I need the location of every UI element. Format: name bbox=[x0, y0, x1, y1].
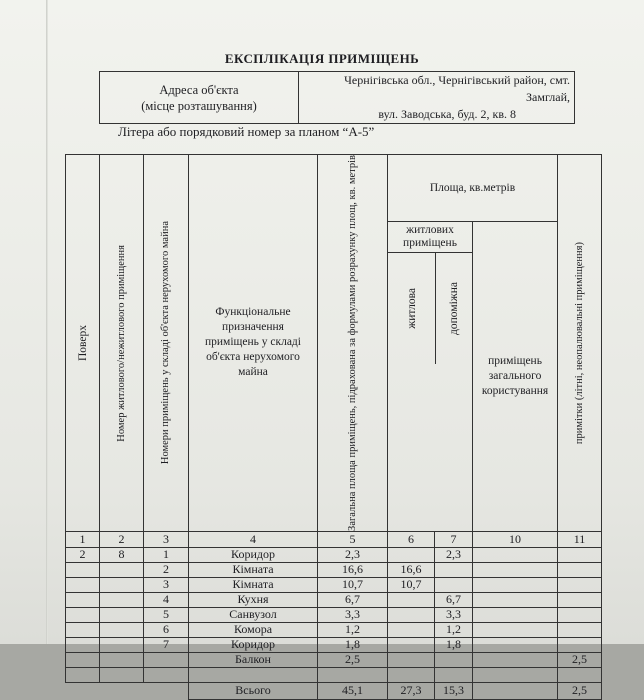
column-number: 1 bbox=[66, 531, 100, 547]
cell-unit bbox=[100, 637, 144, 652]
cell-notes bbox=[558, 577, 602, 592]
cell-room: 2 bbox=[144, 562, 189, 577]
address-label bbox=[100, 72, 299, 124]
cell-function: Кімната bbox=[189, 562, 318, 577]
header-total-area bbox=[318, 155, 388, 532]
header-residential-group: житлових приміщень bbox=[388, 222, 472, 253]
address-value bbox=[299, 72, 575, 124]
cell-room: 5 bbox=[144, 607, 189, 622]
address-label-line2: (місце розташування) bbox=[141, 98, 257, 113]
table-row bbox=[66, 547, 602, 562]
cell-common bbox=[473, 577, 558, 592]
total-common bbox=[473, 682, 558, 699]
header-room-numbers-text: Номери приміщень у складі об'єкта нерухомого майна bbox=[160, 221, 172, 465]
column-number: 6 bbox=[388, 531, 435, 547]
header-residential-cell bbox=[388, 222, 473, 532]
cell-notes bbox=[558, 622, 602, 637]
column-number: 4 bbox=[189, 531, 318, 547]
cell-function: Коридор bbox=[189, 547, 318, 562]
cell-function bbox=[189, 667, 318, 682]
table-row bbox=[66, 622, 602, 637]
table-row bbox=[66, 577, 602, 592]
plan-letter-note: Літера або порядковий номер за планом “А-5” bbox=[118, 124, 375, 139]
explication-table bbox=[65, 154, 602, 700]
cell-floor bbox=[66, 667, 100, 682]
cell-unit bbox=[100, 577, 144, 592]
total-empty-floor bbox=[66, 682, 100, 699]
cell-notes bbox=[558, 562, 602, 577]
address-value-line2: вул. Заводська, буд. 2, кв. 8 bbox=[378, 107, 516, 121]
cell-total: 2,5 bbox=[318, 652, 388, 667]
cell-aux: 1,2 bbox=[435, 622, 473, 637]
column-number: 2 bbox=[100, 531, 144, 547]
cell-living bbox=[388, 592, 435, 607]
cell-room bbox=[144, 652, 189, 667]
cell-unit bbox=[100, 562, 144, 577]
total-living: 27,3 bbox=[388, 682, 435, 699]
cell-total: 1,8 bbox=[318, 637, 388, 652]
cell-living: 10,7 bbox=[388, 577, 435, 592]
cell-living bbox=[388, 667, 435, 682]
cell-function: Коридор bbox=[189, 637, 318, 652]
cell-common bbox=[473, 592, 558, 607]
cell-floor bbox=[66, 637, 100, 652]
cell-room: 1 bbox=[144, 547, 189, 562]
cell-unit bbox=[100, 622, 144, 637]
cell-unit bbox=[100, 652, 144, 667]
address-table bbox=[99, 71, 575, 124]
header-area-group: Площа, кв.метрів bbox=[388, 155, 558, 222]
cell-notes bbox=[558, 667, 602, 682]
header-notes bbox=[558, 155, 602, 532]
header-auxiliary bbox=[436, 253, 472, 364]
total-aux: 15,3 bbox=[435, 682, 473, 699]
header-room-numbers bbox=[144, 155, 189, 532]
header-notes-text: примітки (літні, неопалювальні приміщення) bbox=[573, 241, 585, 445]
cell-floor bbox=[66, 607, 100, 622]
cell-aux bbox=[435, 577, 473, 592]
header-common-use: приміщень загального користування bbox=[473, 222, 558, 532]
cell-total: 16,6 bbox=[318, 562, 388, 577]
cell-function: Санвузол bbox=[189, 607, 318, 622]
cell-notes bbox=[558, 607, 602, 622]
header-living-text: житлова bbox=[405, 288, 418, 329]
cell-total: 3,3 bbox=[318, 607, 388, 622]
header-unit-number-text: Номер житлового/нежитлового приміщення bbox=[115, 244, 127, 442]
table-row bbox=[66, 637, 602, 652]
table-row bbox=[66, 562, 602, 577]
cell-floor bbox=[66, 652, 100, 667]
cell-living bbox=[388, 607, 435, 622]
cell-total: 2,3 bbox=[318, 547, 388, 562]
cell-room: 7 bbox=[144, 637, 189, 652]
total-row bbox=[66, 682, 602, 699]
cell-aux: 1,8 bbox=[435, 637, 473, 652]
cell-common bbox=[473, 652, 558, 667]
column-number: 11 bbox=[558, 531, 602, 547]
cell-living bbox=[388, 622, 435, 637]
column-number: 3 bbox=[144, 531, 189, 547]
table-row bbox=[66, 667, 602, 682]
cell-floor bbox=[66, 592, 100, 607]
cell-function: Комора bbox=[189, 622, 318, 637]
table-row bbox=[66, 652, 602, 667]
cell-living bbox=[388, 652, 435, 667]
cell-room: 3 bbox=[144, 577, 189, 592]
cell-aux: 6,7 bbox=[435, 592, 473, 607]
cell-common bbox=[473, 622, 558, 637]
table-row bbox=[66, 592, 602, 607]
header-floor bbox=[66, 155, 100, 532]
cell-room: 6 bbox=[144, 622, 189, 637]
total-empty-room bbox=[144, 682, 189, 699]
column-number-row bbox=[66, 531, 602, 547]
cell-notes: 2,5 bbox=[558, 652, 602, 667]
header-total-area-text: Загальна площа приміщень, підрахована за формулами розрахунку площ, кв. метрів bbox=[346, 155, 358, 531]
cell-common bbox=[473, 607, 558, 622]
header-auxiliary-text: допоміжна bbox=[448, 282, 460, 336]
cell-common bbox=[473, 547, 558, 562]
cell-aux: 2,3 bbox=[435, 547, 473, 562]
cell-notes bbox=[558, 637, 602, 652]
cell-aux bbox=[435, 667, 473, 682]
total-notes: 2,5 bbox=[558, 682, 602, 699]
address-label-line1: Адреса об'єкта bbox=[159, 82, 239, 97]
cell-aux: 3,3 bbox=[435, 607, 473, 622]
cell-function: Балкон bbox=[189, 652, 318, 667]
header-living bbox=[388, 253, 436, 364]
cell-total: 10,7 bbox=[318, 577, 388, 592]
cell-living bbox=[388, 637, 435, 652]
cell-floor bbox=[66, 622, 100, 637]
cell-total: 6,7 bbox=[318, 592, 388, 607]
table-row bbox=[66, 607, 602, 622]
cell-floor: 2 bbox=[66, 547, 100, 562]
cell-unit: 8 bbox=[100, 547, 144, 562]
cell-unit bbox=[100, 592, 144, 607]
cell-common bbox=[473, 562, 558, 577]
cell-living: 16,6 bbox=[388, 562, 435, 577]
cell-aux bbox=[435, 652, 473, 667]
cell-living bbox=[388, 547, 435, 562]
header-unit-number bbox=[100, 155, 144, 532]
cell-room bbox=[144, 667, 189, 682]
cell-room: 4 bbox=[144, 592, 189, 607]
total-area: 45,1 bbox=[318, 682, 388, 699]
cell-notes bbox=[558, 547, 602, 562]
page-fold-line bbox=[46, 0, 48, 644]
column-number: 7 bbox=[435, 531, 473, 547]
cell-common bbox=[473, 637, 558, 652]
cell-unit bbox=[100, 667, 144, 682]
cell-aux bbox=[435, 562, 473, 577]
cell-function: Кімната bbox=[189, 577, 318, 592]
total-empty-unit bbox=[100, 682, 144, 699]
cell-floor bbox=[66, 577, 100, 592]
document-title: ЕКСПЛІКАЦІЯ ПРИМІЩЕНЬ bbox=[224, 51, 420, 66]
column-number: 10 bbox=[473, 531, 558, 547]
header-floor-text: Поверх bbox=[76, 324, 89, 361]
cell-floor bbox=[66, 562, 100, 577]
address-value-line1: Чернігівська обл., Чернігівський район, смт. Замглай, bbox=[344, 73, 570, 104]
cell-common bbox=[473, 667, 558, 682]
total-label: Всього bbox=[189, 682, 318, 699]
cell-notes bbox=[558, 592, 602, 607]
cell-total: 1,2 bbox=[318, 622, 388, 637]
cell-function: Кухня bbox=[189, 592, 318, 607]
cell-total bbox=[318, 667, 388, 682]
header-function-text: Функціональне призначення приміщень у складі об'єкта нерухомого майна bbox=[205, 306, 301, 379]
cell-unit bbox=[100, 607, 144, 622]
header-function bbox=[189, 155, 318, 532]
column-number: 5 bbox=[318, 531, 388, 547]
